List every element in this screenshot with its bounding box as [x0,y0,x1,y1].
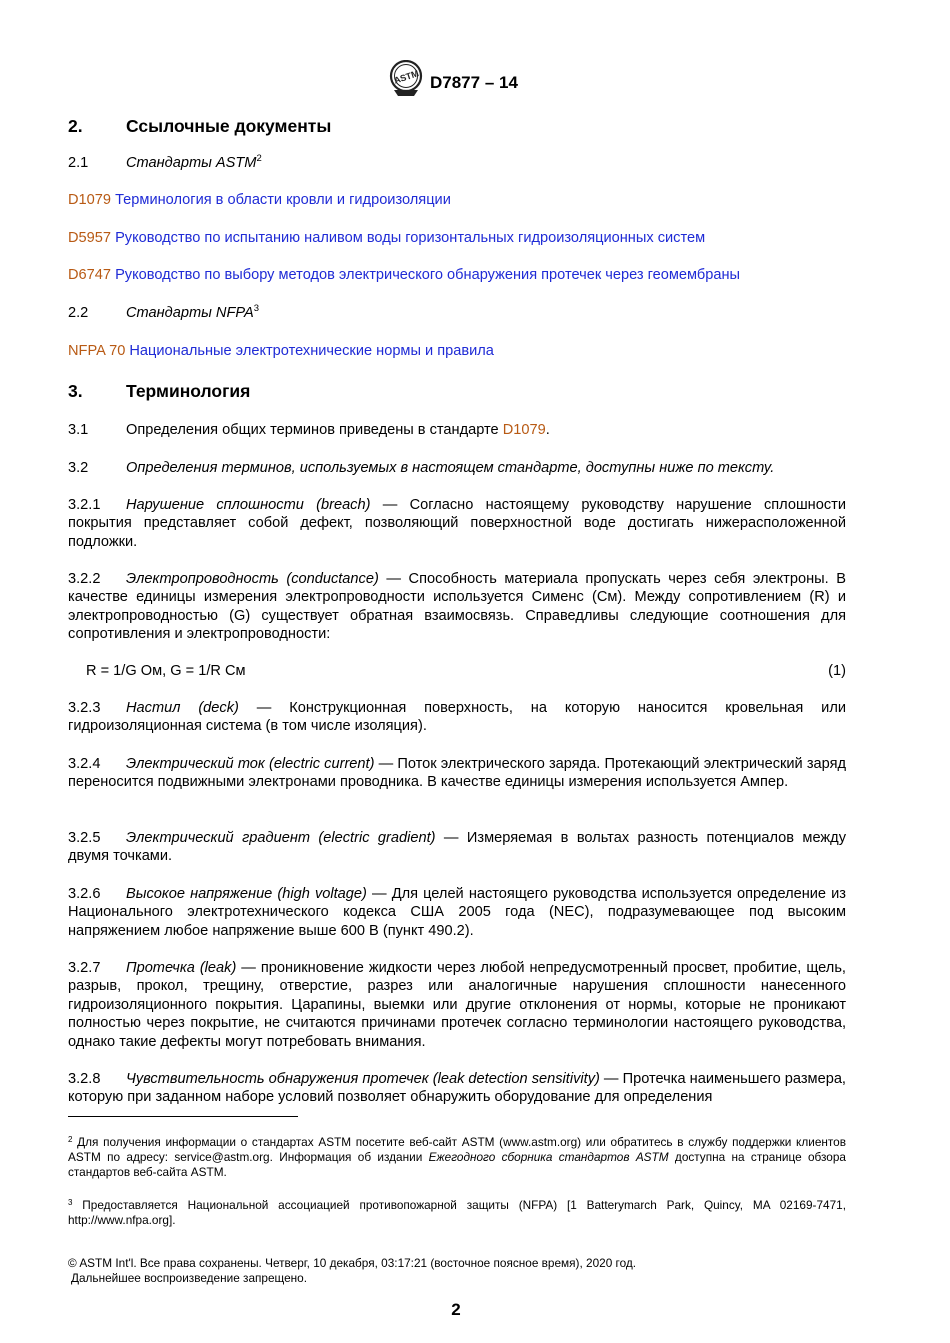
term: Чувствительность обнаружения протечек (leak detection sensitivity) [126,1071,600,1087]
reference-code[interactable]: D1079 [68,192,112,208]
footnote-divider [68,1116,298,1117]
document-id: D7877 – 14 [430,73,518,92]
reference-code[interactable]: NFPA 70 [68,343,126,359]
reference-title[interactable]: Терминология в области кровли и гидроизоляции [115,192,451,208]
equation-1 [68,663,846,683]
section-title: Ссылочные документы [126,116,332,136]
paragraph-number: 3.2.7 [68,960,101,976]
subsection-title: Стандарты NFPA$^3$ [126,303,260,321]
subsection-number: 2.2 [68,305,89,321]
paragraph-3-2-6 [68,885,846,940]
footnote-text: Для получения информации о стандартах ASTM посетите веб-сайт ASTM (www.astm.org) или обратитесь в службу поддержки клиентов ASTM по адресу: service@astm.org. Информация об издании [68,1135,846,1164]
footnote-italic: Ежегодного сборника стандартов ASTM [428,1150,669,1164]
paragraph-3-2-3 [68,699,846,736]
paragraph-number: 3.2.3 [68,700,101,716]
paragraph-text: Определения общих терминов приведены в стандарте [126,422,503,438]
definition: — Поток электрического заряда. Протекающий электрический заряд переносится подвижными электронами проводника. В качестве единицы измерения используется Ампер. [68,756,846,791]
subsection-title: Стандарты ASTM$^2$ [126,153,262,171]
footnote-ref[interactable]: 2 [256,153,262,164]
paragraph-number: 3.2.6 [68,886,101,902]
definition: — Способность материала пропускать через себя электроны. В качестве единицы измерения электропроводности используется Сименс (См). Между сопротивлением (R) и электропроводностью (G) существует обратная взаимосвязь. Справедливы следующие соотношения для сопротивления и электропроводности: [68,571,846,643]
term: Протечка (leak) [126,960,237,976]
paragraph-number: 3.2.4 [68,756,101,772]
paragraph-number: 3.2.8 [68,1071,101,1087]
reference-d5957[interactable] [68,230,705,246]
copyright-line-1: © ASTM Int'l. Все права сохранены. Четверг, 10 декабря, 03:17:21 (восточное поясное время), 2020 год. [68,1256,637,1270]
footnote-2 [68,1135,846,1180]
equation-number: (1) [828,663,846,679]
reference-title[interactable]: Руководство по выбору методов электрического обнаружения протечек через геомембраны [115,267,741,283]
paragraph-3-2-1 [68,496,846,551]
astm-logo [386,60,426,100]
copyright-line-2: Дальнейшее воспроизведение запрещено. [71,1271,308,1285]
term: Электрический ток (electric current) [126,756,375,772]
term: Нарушение сплошности (breach) [126,497,371,513]
paragraph-text-end: . [545,422,550,438]
paragraph-text: Определения терминов, используемых в настоящем стандарте, доступны ниже по тексту. [126,460,775,476]
paragraph-number: 3.2.2 [68,571,101,587]
reference-title[interactable]: Руководство по испытанию наливом воды горизонтальных гидроизоляционных систем [115,230,706,246]
section-title: Терминология [126,381,251,401]
paragraph-number: 3.1 [68,422,89,438]
section-3-heading [68,381,568,403]
reference-d1079[interactable] [68,192,451,208]
section-2-heading [68,116,568,138]
definition: — проникновение жидкости через любой непредусмотренный просвет, пробитие, щель, разрыв, прокол, трещину, отверстие, разрез или аналогичные нарушения сплошности нанесенного гидроизоляционного покрытия. Царапины, выемки или другие отклонения от нормы, которые не проникают полностью через покрытие, не считаются причинами протечек согласно терминологии настоящего руководства, однако такие дефекты могут потребовать внимания. [68,960,846,1050]
subsection-number: 2.1 [68,155,89,171]
term: Настил (deck) [126,700,239,716]
reference-d6747[interactable] [68,267,740,283]
page-number: 2 [451,1300,461,1319]
definition: — Измеряемая в вольтах разность потенциалов между двумя точками. [68,830,846,865]
reference-title[interactable]: Национальные электротехнические нормы и правила [129,343,494,359]
page-header [386,60,586,100]
definition: — Согласно настоящему руководству нарушение сплошности покрытия представляет собой дефект, позволяющий поверхностной воде достигать нижерасположенной подложки. [68,497,846,550]
paragraph-number: 3.2 [68,460,89,476]
paragraph-3-2-8 [68,1070,846,1107]
reference-code[interactable]: D6747 [68,267,112,283]
reference-link-d1079[interactable]: D1079 [502,422,546,438]
paragraph-3-2-7 [68,959,846,1051]
footnote-text: Предоставляется Национальной ассоциацией противопожарной защиты (NFPA) [1 Batterymarch Park, Quincy, MA 02169-7471, http://www.nfpa.org]. [68,1198,846,1227]
reference-code[interactable]: D5957 [68,230,112,246]
definition: — Протечка наименьшего размера, которую при заданном наборе условий позволяет обнаружить оборудование для определения [68,1071,846,1106]
paragraph-number: 3.2.1 [68,497,101,513]
definition: — Конструкционная поверхность, на которую наносится кровельная или гидроизоляционная система (в том числе изоляция). [68,700,846,735]
subsection-2-2 [68,305,568,325]
paragraph-number: 3.2.5 [68,830,101,846]
definition: — Для целей настоящего руководства используется определение из Национального электротехнического кодекса США 2005 года (NEC), подразумевающее под высоким напряжением любое напряжение выше 600 В (пункт 490.2). [68,886,846,939]
copyright-notice [68,1256,846,1286]
footnote-text-end: доступна на странице обзора стандартов веб-сайта ASTM. [68,1150,846,1179]
footnote-3 [68,1198,846,1228]
subsection-2-1 [68,155,568,175]
term: Электропроводность (conductance) [126,571,379,587]
paragraph-3-1 [68,421,846,439]
paragraph-3-2-5 [68,829,846,866]
paragraph-3-2-2 [68,570,846,644]
equation-text: R = 1/G Ом, G = 1/R См [86,663,246,679]
section-number: 2. [68,116,83,136]
footnote-ref[interactable]: 3 [253,303,260,314]
reference-nfpa70[interactable] [68,343,494,359]
paragraph-3-2 [68,459,846,477]
term: Электрический градиент (electric gradient) [126,830,436,846]
footnote-mark: 2 [68,1135,73,1144]
svg-text:ASTM: ASTM [392,68,420,86]
paragraph-3-2-4 [68,755,846,792]
section-number: 3. [68,381,83,401]
term: Высокое напряжение (high voltage) [126,886,367,902]
footnote-mark: 3 [68,1198,73,1207]
